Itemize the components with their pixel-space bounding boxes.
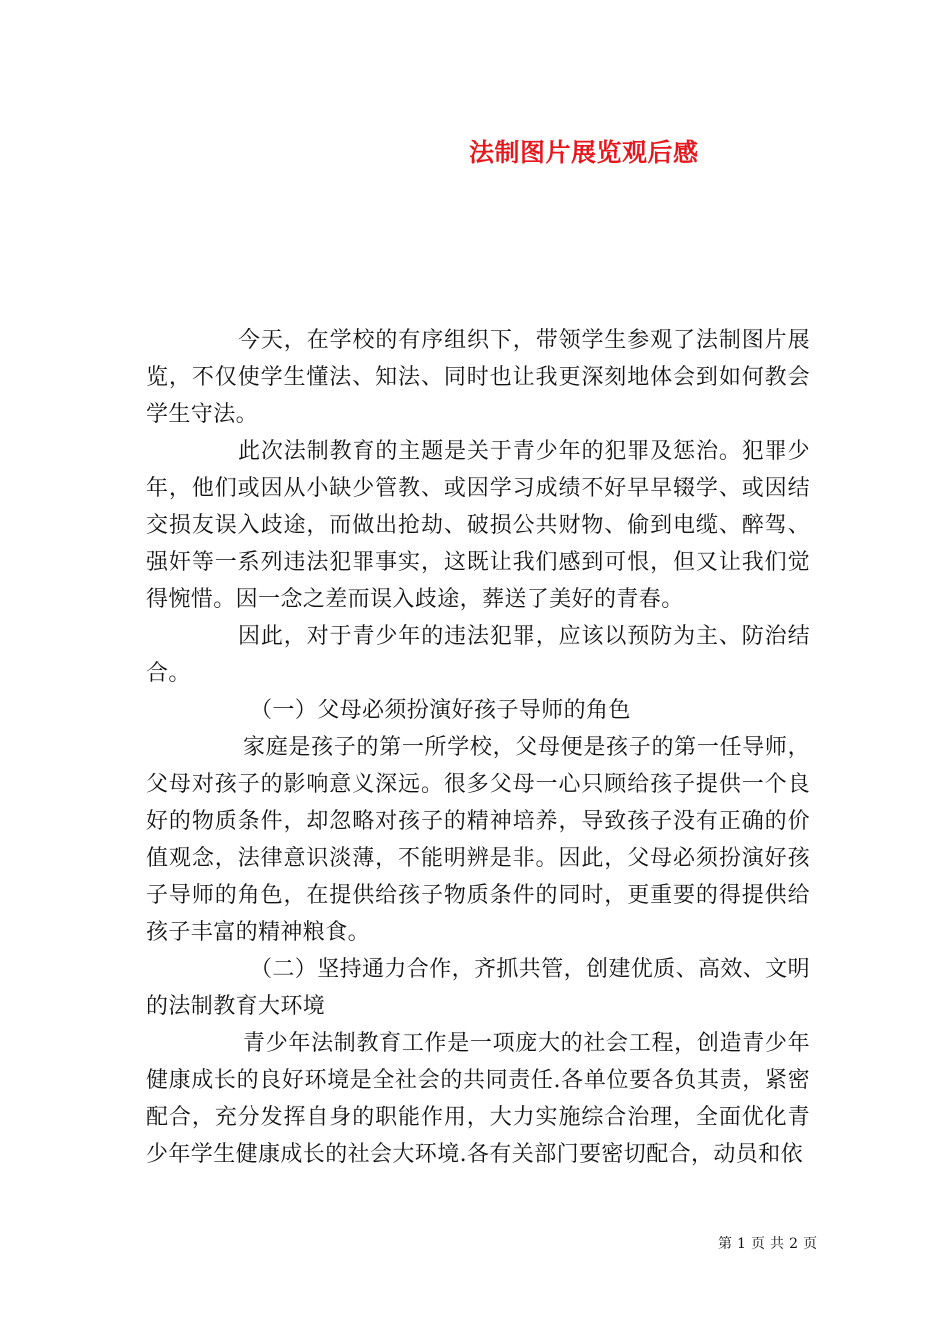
page-footer: 第 1 页 共 2 页 <box>718 1236 818 1252</box>
paragraph-prevention: 因此，对于青少年的违法犯罪，应该以预防为主、防治结合。 <box>146 624 810 686</box>
paragraph-society: 青少年法制教育工作是一项庞大的社会工程，创造青少年健康成长的良好环境是全社会的共同责任.各单位要各负其责，紧密配合，充分发挥自身的职能作用，大力实施综合治理，全面优化青少年学生健康成长的社会大环境.各有关部门要密切配合，动员和依 <box>146 1031 810 1167</box>
paragraph-theme: 此次法制教育的主题是关于青少年的犯罪及惩治。犯罪少年，他们或因从小缺少管教、或因学习成绩不好早早辍学、或因结交损友误入歧途，而做出抢劫、破损公共财物、偷到电缆、醉驾、强奸等一系列违法犯罪事实，这既让我们感到可恨，但又让我们觉得惋惜。因一念之差而误入歧途，葬送了美好的青春。 <box>146 439 810 612</box>
document-title: 法制图片展览观后感 <box>469 138 699 167</box>
section-heading-cooperation: （二）坚持通力合作，齐抓共管，创建优质、高效、文明的法制教育大环境 <box>146 957 811 1019</box>
section-heading-parents: （一）父母必须扮演好孩子导师的角色 <box>250 698 631 723</box>
paragraph-family: 家庭是孩子的第一所学校，父母便是孩子的第一任导师，父母对孩子的影响意义深远。很多父母一心只顾给孩子提供一个良好的物质条件，却忽略对孩子的精神培养，导致孩子没有正确的价值观念，法律意识淡薄，不能明辨是非。因此，父母必须扮演好孩子导师的角色，在提供给孩子物质条件的同时，更重要的得提供给孩子丰富的精神粮食。 <box>146 735 810 945</box>
document-body <box>146 322 810 1173</box>
paragraph-intro: 今天，在学校的有序组织下，带领学生参观了法制图片展览，不仅使学生懂法、知法、同时也让我更深刻地体会到如何教会学生守法。 <box>146 328 810 427</box>
